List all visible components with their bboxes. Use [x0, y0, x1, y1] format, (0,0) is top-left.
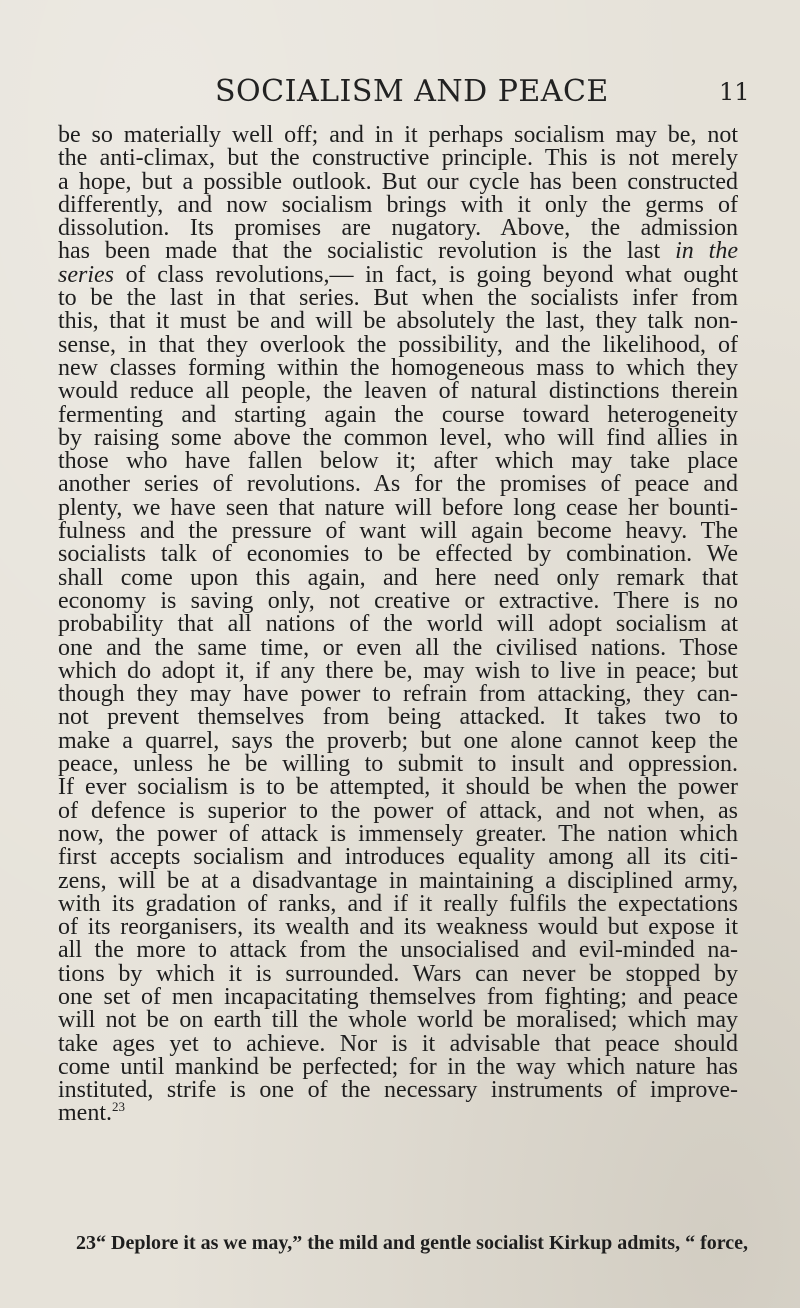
text-segment: come until mankind be perfected; for in the way which nature has: [58, 1053, 738, 1080]
text-line: [58, 867, 738, 894]
text-line: [58, 520, 738, 543]
text-line: [58, 473, 738, 496]
text-line: [58, 797, 738, 824]
body-paragraph: [58, 124, 738, 1126]
text-line: [58, 494, 738, 521]
text-line: [58, 1030, 738, 1057]
text-line: [58, 424, 738, 451]
page-number: 11: [719, 78, 750, 106]
text-segment: by raising some above the common level, who will find allies in: [58, 424, 738, 451]
text-segment: zens, will be at a disadvantage in maintaining a disciplined army,: [58, 867, 738, 894]
footnote-marker: 23: [76, 1232, 96, 1254]
text-segment: which do adopt it, if any there be, may wish to live in peace; but: [58, 657, 738, 684]
text-line: [58, 354, 738, 381]
text-segment: economy is saving only, not creative or extractive. There is no: [58, 587, 738, 614]
text-segment: would reduce all people, the leaven of natural distinctions therein: [58, 378, 738, 405]
text-segment: a hope, but a possible outlook. But our cycle has been constructed: [58, 168, 738, 195]
text-segment: socialists talk of economies to be effected by combination. We: [58, 541, 738, 568]
text-line: [58, 657, 738, 684]
text-segment: this, that it must be and will be absolutely the last, they talk non-: [58, 308, 738, 335]
text-segment: instituted, strife is one of the necessary instruments of improve-: [58, 1077, 738, 1104]
text-segment: with its gradation of ranks, and if it really fulfils the expectations: [58, 890, 738, 917]
text-line: [58, 287, 738, 310]
text-line: [58, 1099, 738, 1127]
text-segment: fermenting and starting again the course toward heterogeneity: [58, 401, 738, 428]
text-segment: now, the power of attack is immensely greater. The nation which: [58, 820, 738, 847]
text-segment: those who have fallen below it; after which may take place: [58, 448, 738, 475]
text-line: [58, 587, 738, 614]
text-line: [58, 450, 738, 473]
text-segment: of class revolutions,— in fact, is going beyond what ought: [114, 261, 738, 288]
text-line: [58, 983, 738, 1010]
text-segment: in the: [675, 238, 738, 265]
text-segment: peace, unless he be willing to submit to insult and oppression.: [58, 751, 738, 778]
text-segment: not prevent themselves from being attacked. It takes two to: [58, 704, 738, 731]
text-line: [58, 240, 738, 263]
text-line: [58, 890, 738, 917]
text-line: [58, 217, 738, 240]
text-segment: of defence is superior to the power of attack, and not when, as: [58, 797, 738, 824]
text-line: [58, 380, 738, 403]
text-segment: If ever socialism is to be attempted, it should be when the power: [58, 774, 738, 801]
text-line: [58, 564, 738, 591]
text-line: [58, 683, 738, 706]
footnote-text: “ Deplore it as we may,” the mild and gentle socialist Kirkup admits, “ force,: [96, 1232, 749, 1254]
text-segment: differently, and now socialism brings with it only the germs of: [58, 191, 738, 218]
running-title: SOCIALISM AND PEACE: [215, 74, 609, 109]
text-line: [58, 168, 738, 195]
text-segment: sense, in that they overlook the possibility, and the likelihood, of: [58, 331, 738, 358]
text-segment: new classes forming within the homogeneous mass to which they: [58, 354, 738, 381]
text-segment: probability that all nations of the world will adopt socialism at: [58, 611, 738, 638]
text-segment: plenty, we have seen that nature will before long cease her bounti-: [58, 494, 738, 521]
text-line: [58, 820, 738, 847]
text-line: [58, 1079, 738, 1102]
text-line: [58, 401, 738, 428]
text-line: [58, 1053, 738, 1080]
text-segment: will not be on earth till the whole world be moralised; which may: [58, 1007, 738, 1034]
text-segment: all the more to attack from the unsocialised and evil-minded na-: [58, 937, 738, 964]
text-segment: though they may have power to refrain from attacking, they can-: [58, 681, 738, 708]
text-line: [58, 727, 738, 754]
text-segment: of its reorganisers, its wealth and its weakness would but expose it: [58, 914, 738, 941]
text-segment: one and the same time, or even all the civilised nations. Those: [58, 634, 738, 661]
text-segment: dissolution. Its promises are nugatory. Above, the admission: [58, 215, 738, 242]
running-head: [0, 74, 800, 114]
text-segment: tions by which it is surrounded. Wars can never be stopped by: [58, 960, 738, 987]
footnote: [76, 1232, 749, 1255]
text-line: [58, 543, 738, 566]
text-segment: be so materially well off; and in it perhaps socialism may be, not: [58, 122, 738, 148]
text-line: [58, 1009, 738, 1032]
text-line: [58, 634, 738, 661]
text-segment: make a quarrel, says the proverb; but one alone cannot keep the: [58, 727, 738, 754]
text-line: [58, 939, 738, 962]
text-line: [58, 776, 738, 799]
text-segment: has been made that the socialistic revolution is the last: [58, 238, 676, 265]
text-line: [58, 147, 738, 170]
text-line: [58, 706, 738, 729]
text-line: [58, 331, 738, 358]
text-segment: to be the last in that series. But when the socialists infer from: [58, 285, 738, 312]
text-line: [58, 753, 738, 776]
text-line: [58, 916, 738, 939]
text-segment: series: [58, 261, 114, 288]
text-line: [58, 310, 738, 333]
text-segment: ment.: [58, 1100, 112, 1127]
footnote-reference: 23: [112, 1099, 125, 1115]
text-segment: take ages yet to achieve. Nor is it advisable that peace should: [58, 1030, 738, 1057]
text-segment: shall come upon this again, and here need only remark that: [58, 564, 738, 591]
text-segment: the anti-climax, but the constructive principle. This is not merely: [58, 145, 738, 172]
text-segment: fulness and the pressure of want will again become heavy. The: [58, 518, 738, 545]
text-line: [58, 124, 738, 147]
text-segment: one set of men incapacitating themselves from fighting; and peace: [58, 983, 738, 1010]
text-line: [58, 846, 738, 869]
text-line: [58, 960, 738, 987]
text-segment: another series of revolutions. As for the promises of peace and: [58, 471, 738, 498]
text-line: [58, 191, 738, 218]
text-segment: first accepts socialism and introduces equality among all its citi-: [58, 844, 738, 871]
text-line: [58, 613, 738, 636]
text-line: [58, 261, 738, 288]
